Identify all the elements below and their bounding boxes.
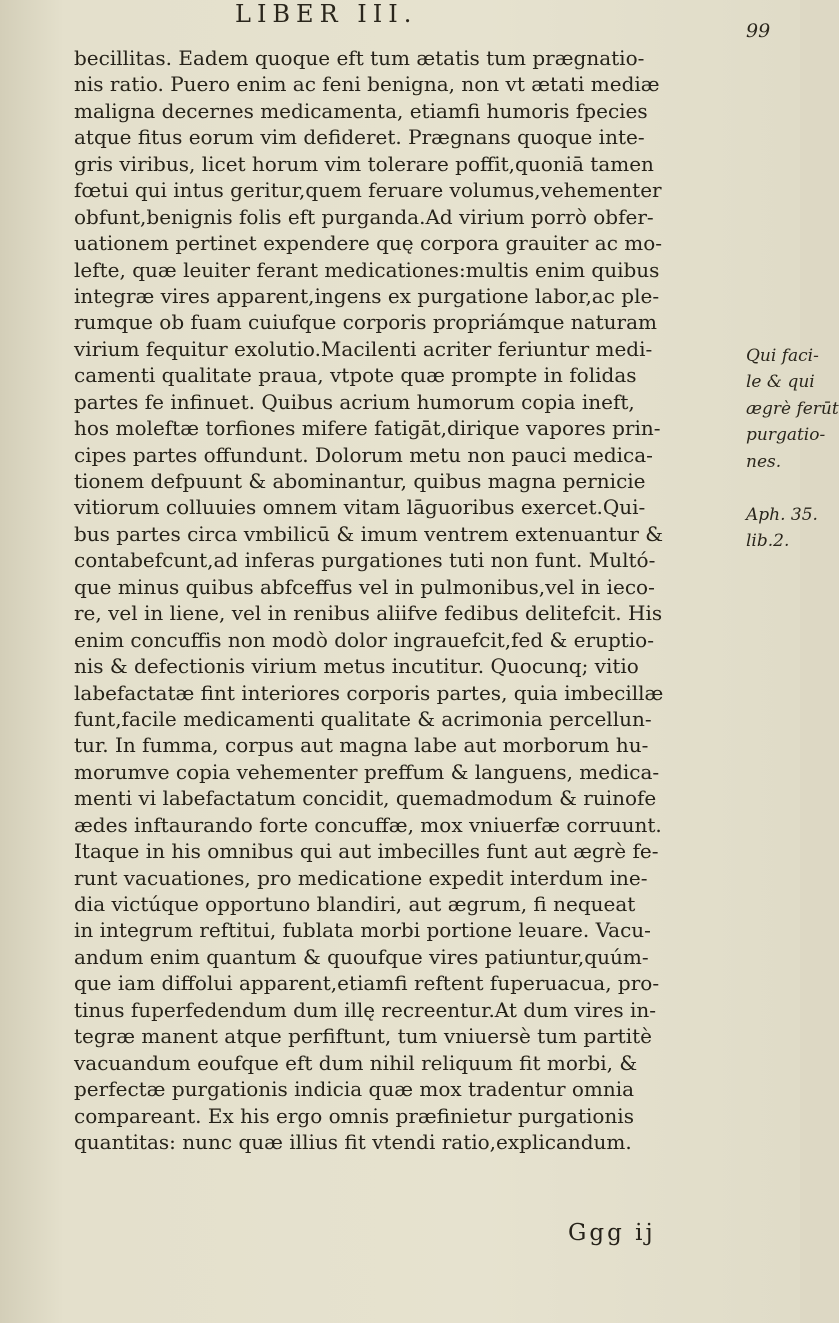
text-line: rumque ob fuam cuiufque corporis propriámque naturam (74, 310, 657, 335)
marginal-note: le & qui (746, 372, 815, 392)
text-line: nis ratio. Puero enim ac feni benigna, non vt ætati mediæ (74, 72, 660, 97)
text-line: que minus quibus abfceffus vel in pulmonibus,vel in ieco- (74, 574, 655, 599)
text-line: hos moleftæ torfiones mifere fatigāt,dirique vapores prin- (74, 416, 661, 441)
text-line: contabefcunt,ad inferas purgationes tuti non funt. Multó- (74, 548, 656, 573)
text-line: perfectæ purgationis indicia quæ mox tradentur omnia (74, 1077, 635, 1102)
text-line: re, vel in liene, vel in renibus aliifve fedibus delitefcit. His (74, 601, 663, 626)
text-line: tegræ manent atque perfiftunt, tum vniuersè tum partitè (74, 1024, 652, 1049)
text-line: obfunt,benignis folis eft purganda.Ad virium porrò obfer- (74, 204, 654, 229)
text-line: menti vi labefactatum concidit, quemadmodum & ruinofe (74, 786, 657, 811)
main-text-block (74, 45, 742, 1155)
text-line: enim concuffis non modò dolor ingrauefcit,fed & eruptio- (74, 627, 654, 652)
marginal-note: ægrè ferūt (746, 399, 839, 419)
text-line: vitiorum colluuies omnem vitam lāguoribus exercet.Qui- (74, 495, 646, 520)
marginal-note: Aph. 35. (746, 505, 818, 525)
text-line: atque fitus eorum vim defideret. Prægnans quoque inte- (74, 125, 645, 150)
text-line: virium fequitur exolutio.Macilenti acriter feriuntur medi- (74, 336, 653, 361)
marginal-note: nes. (746, 452, 782, 472)
text-line: funt,facile medicamenti qualitate & acrimonia percellun- (74, 706, 652, 731)
text-line: uationem pertinet expendere quę corpora grauiter ac mo- (74, 231, 663, 256)
marginal-note: purgatio- (746, 425, 826, 445)
text-line: labefactatæ fint interiores corporis partes, quia imbecillæ (74, 680, 664, 705)
signature-mark: Ggg ij (568, 1220, 656, 1246)
text-line: cipes partes offundunt. Dolorum metu non pauci medica- (74, 442, 653, 467)
text-line: que iam diffolui apparent,etiamfi reftent fuperuacua, pro- (74, 971, 660, 996)
text-line: morumve copia vehementer preffum & languens, medica- (74, 759, 660, 784)
text-line: camenti qualitate praua, vtpote quæ prompte in folidas (74, 363, 637, 388)
text-line: maligna decernes medicamenta, etiamfi humoris fpecies (74, 98, 648, 123)
text-line: in integrum reftitui, fublata morbi portione leuare. Vacu- (74, 918, 651, 943)
marginal-note: lib.2. (746, 531, 790, 551)
text-line: runt vacuationes, pro medicatione expedit interdum ine- (74, 865, 648, 890)
text-line: tionem defpuunt & abominantur, quibus magna pernicie (74, 469, 646, 493)
text-line: vacuandum eoufque eft dum nihil reliquum fit morbi, & (74, 1050, 638, 1075)
text-line: becillitas. Eadem quoque eft tum ætatis tum prægnatio- (74, 46, 645, 70)
text-line: tur. In fumma, corpus aut magna labe aut morborum hu- (74, 733, 649, 758)
marginal-note: Qui faci- (746, 346, 819, 366)
text-line: ædes inftaurando forte concuffæ, mox vniuerfæ corruunt. (74, 812, 662, 837)
page-number: 99 (746, 20, 771, 42)
text-line: nis & defectionis virium metus incutitur. Quocunq; vitio (74, 654, 639, 679)
running-title: LIBER III. (235, 0, 418, 28)
text-line: quantitas: nunc quæ illius fit vtendi ratio,explicandum. (74, 1129, 632, 1154)
text-line: fœtui qui intus geritur,quem feruare volumus,vehementer (74, 178, 662, 203)
text-line: lefte, quæ leuiter ferant medicationes:multis enim quibus (74, 257, 660, 282)
text-line: tinus fuperfedendum dum illę recreentur.At dum vires in- (74, 997, 657, 1022)
text-line: Itaque in his omnibus qui aut imbecilles funt aut ægrè fe- (74, 839, 659, 864)
text-line: compareant. Ex his ergo omnis præfinietur purgationis (74, 1103, 634, 1128)
text-line: partes fe infinuet. Quibus acrium humorum copia ineft, (74, 389, 635, 414)
text-line: dia victúque opportuno blandiri, aut ægrum, fi nequeat (74, 892, 636, 916)
text-line: gris viribus, licet horum vim tolerare poffit,quoniā tamen (74, 151, 654, 176)
text-line: bus partes circa vmbilicū & imum ventrem extenuantur & (74, 521, 664, 546)
text-line: andum enim quantum & quoufque vires patiuntur,quúm- (74, 944, 649, 969)
text-line: integræ vires apparent,ingens ex purgatione labor,ac ple- (74, 283, 660, 308)
